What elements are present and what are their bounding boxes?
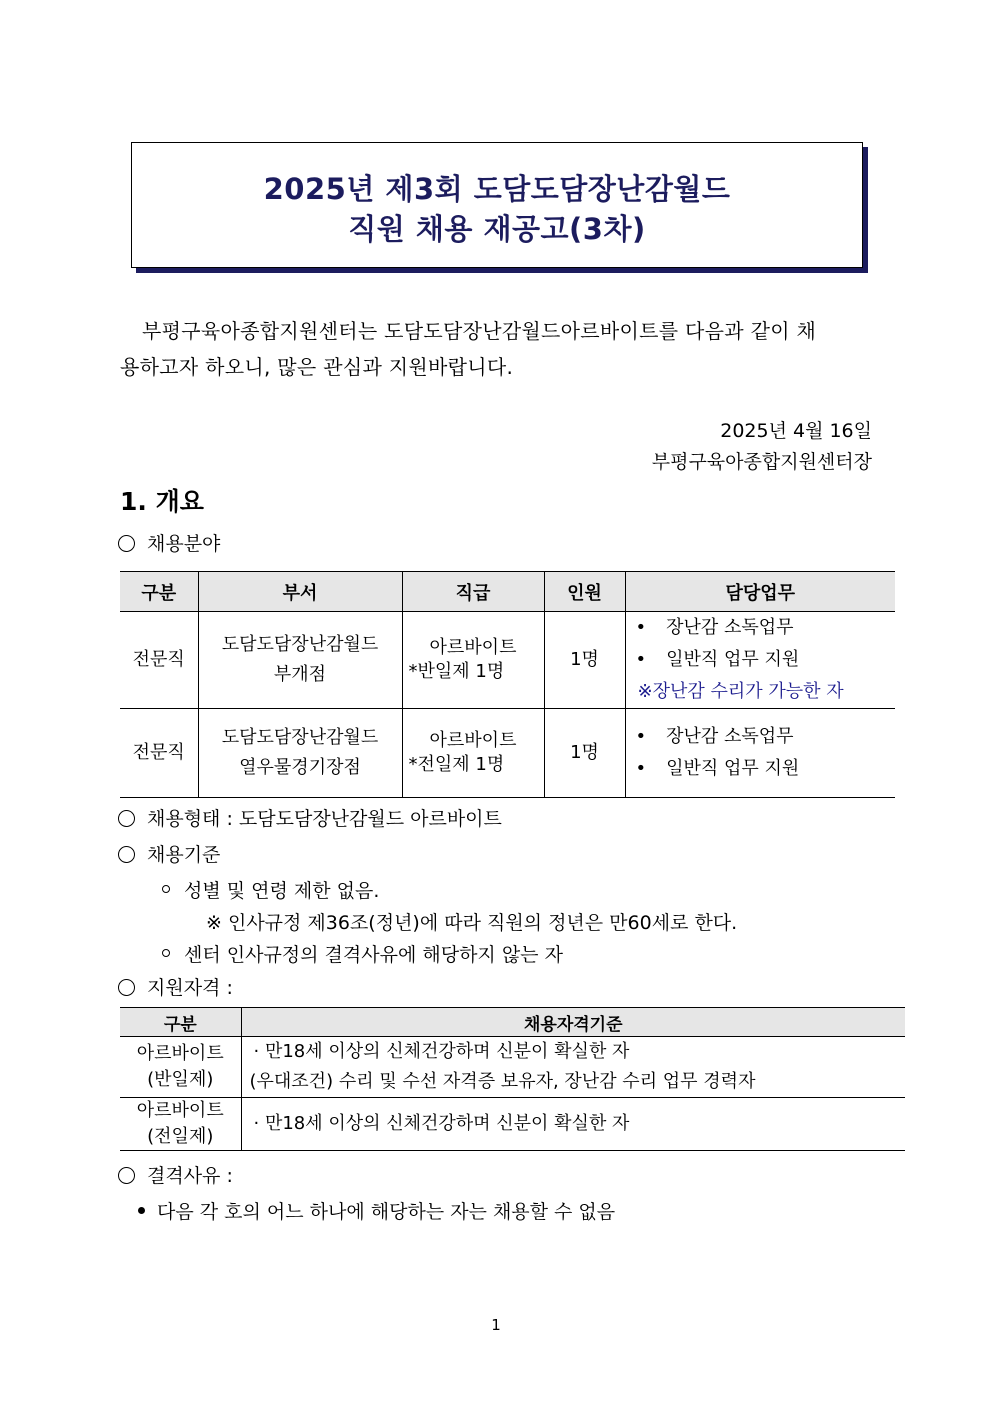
header-duties: 담당업무	[625, 572, 895, 612]
circle-bullet-icon	[118, 535, 135, 552]
title-box	[131, 142, 863, 268]
cell-headcount: 1명	[544, 709, 625, 798]
table-row	[120, 1037, 905, 1098]
cell-department: 도담도담장난감월드 부개점	[198, 612, 402, 709]
criteria-item: 성별 및 연령 제한 없음.	[162, 876, 379, 903]
circle-bullet-icon	[118, 979, 135, 996]
cell-type: 전문직	[120, 612, 198, 709]
section-heading-overview: 1. 개요	[120, 487, 204, 516]
recruit-field-table	[120, 571, 895, 798]
criteria-item: 센터 인사규정의 결격사유에 해당하지 않는 자	[162, 940, 563, 967]
disqualification-item: 다음 각 호의 어느 하나에 해당하는 자는 채용할 수 없음	[138, 1197, 615, 1224]
cell-category: 아르바이트 (전일제)	[120, 1098, 241, 1151]
criteria-label: 채용기준	[118, 840, 220, 867]
table-row	[120, 1098, 905, 1151]
table-header-row	[120, 1008, 905, 1037]
employment-type: 채용형태 : 도담도담장난감월드 아르바이트	[118, 804, 502, 831]
table-row	[120, 612, 895, 709]
circle-bullet-icon	[118, 1167, 135, 1184]
table-row	[120, 709, 895, 798]
cell-rank: 아르바이트 *전일제 1명	[402, 709, 544, 798]
notice-date: 2025년 4월 16일	[720, 420, 872, 442]
header-department: 부서	[198, 572, 402, 612]
circle-bullet-icon	[118, 810, 135, 827]
dot-bullet-icon	[138, 1207, 145, 1214]
header-criteria: 채용자격기준	[241, 1008, 905, 1037]
disqualification-label: 결격사유 :	[118, 1161, 233, 1188]
small-circle-bullet-icon	[162, 949, 170, 957]
qualification-label: 지원자격 :	[118, 973, 233, 1000]
cell-rank: 아르바이트 *반일제 1명	[402, 612, 544, 709]
cell-headcount: 1명	[544, 612, 625, 709]
header-headcount: 인원	[544, 572, 625, 612]
cell-duties: • 장난감 소독업무 • 일반직 업무 지원	[625, 709, 895, 798]
intro-line2: 용하고자 하오니, 많은 관심과 지원바랍니다.	[120, 355, 514, 379]
doc-title-line2: 직원 채용 재공고(3차)	[348, 212, 646, 246]
intro-line1: 부평구육아종합지원센터는 도담도담장난감월드아르바이트를 다음과 같이 채	[142, 319, 817, 343]
header-category: 구분	[120, 572, 198, 612]
header-category: 구분	[120, 1008, 241, 1037]
doc-title-line1: 2025년 제3회 도담도담장난감월드	[263, 172, 731, 206]
criteria-note: ※ 인사규정 제36조(정년)에 따라 직원의 정년은 만60세로 한다.	[206, 912, 738, 934]
cell-category: 아르바이트 (반일제)	[120, 1037, 241, 1098]
circle-bullet-icon	[118, 846, 135, 863]
duty-note: ※장난감 수리가 가능한 자	[637, 681, 844, 702]
cell-requirements: · 만18세 이상의 신체건강하며 신분이 확실한 자	[241, 1098, 905, 1151]
cell-type: 전문직	[120, 709, 198, 798]
recruit-field-label: 채용분야	[118, 529, 220, 556]
cell-duties: • 장난감 소독업무 • 일반직 업무 지원 ※장난감 수리가 가능한 자	[625, 612, 895, 709]
page-number: 1	[491, 1316, 501, 1334]
cell-requirements: · 만18세 이상의 신체건강하며 신분이 확실한 자 (우대조건) 수리 및 수선 자격증 보유자, 장난감 수리 업무 경력자	[241, 1037, 905, 1098]
cell-department: 도담도담장난감월드 열우물경기장점	[198, 709, 402, 798]
small-circle-bullet-icon	[162, 885, 170, 893]
table-header-row	[120, 572, 895, 612]
issuer-name: 부평구육아종합지원센터장	[651, 451, 872, 473]
header-rank: 직급	[402, 572, 544, 612]
qualification-table	[120, 1007, 905, 1151]
